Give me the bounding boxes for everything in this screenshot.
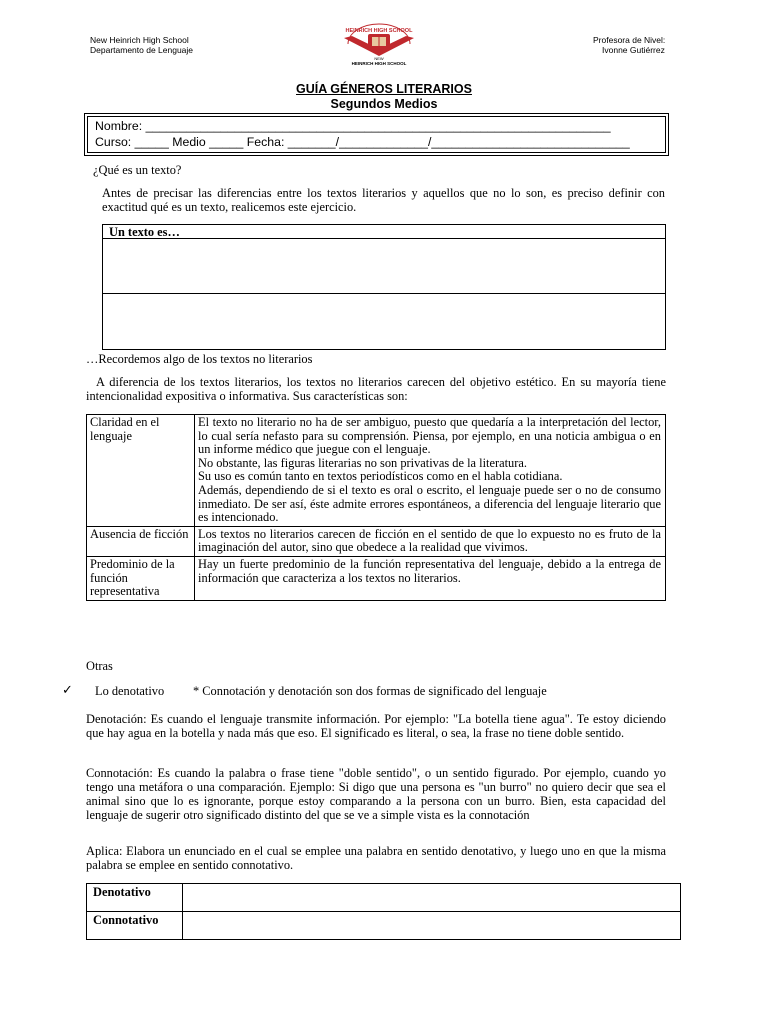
- table-row: [87, 415, 666, 527]
- page-title: GUÍA GÉNEROS LITERARIOS: [296, 82, 472, 96]
- denotativo-item: Lo denotativo: [95, 684, 165, 698]
- feature-description: [195, 556, 666, 600]
- table-row: [87, 556, 666, 600]
- otras-heading: Otras: [86, 659, 113, 673]
- divider: [103, 238, 665, 239]
- denotacion-paragraph: Denotación: Es cuando el lenguaje transmite información. Por ejemplo: "La botella tiene agua". Te estoy diciendo que hay agua en la botella y nada más que eso. El significado es literal, o sea, la frase no tiene doble sentido.: [86, 712, 666, 740]
- connotacion-paragraph: Connotación: Es cuando la palabra o frase tiene "doble sentido", o un sentido figurado. Por ejemplo, cuando yo tengo una metáfora o una comparación. Ejemplo: Si digo que una persona es "un burro" no quiero decir que sea el animal sino que lo es ignorante, porque estoy comparando a la persona con un burro. Bien, esta capacidad del lenguaje de sugerir otro significado distinto del que se ve a simple vista es la connotación: [86, 766, 666, 822]
- connotativo-answer-cell[interactable]: [183, 912, 681, 940]
- feature-paragraph: El texto no literario no ha de ser ambiguo, puesto que quedaría a la interpretación del lector, lo cual sería nefasto para su comprensión. Piensa, por ejemplo, en una noticia ambigua o en un informe médico que juegue con el lenguaje.: [198, 415, 661, 457]
- recordemos-heading: …Recordemos algo de los textos no literarios: [86, 352, 313, 366]
- teacher-name: Ivonne Gutiérrez: [602, 45, 665, 55]
- aplica-table: [86, 883, 681, 940]
- feature-name: Ausencia de ficción: [87, 526, 195, 556]
- page-subtitle: Segundos Medios: [330, 97, 438, 111]
- aplica-row-label: Denotativo: [87, 884, 183, 912]
- connotacion-note: * Connotación y denotación son dos formas de significado del lenguaje: [193, 684, 547, 698]
- checkmark-icon: ✓: [62, 682, 73, 697]
- feature-name: Predominio de la función representativa: [87, 556, 195, 600]
- feature-name: Claridad en el lenguaje: [87, 415, 195, 527]
- divider: [103, 293, 665, 294]
- texto-answer-box[interactable]: [102, 224, 666, 350]
- denotativo-answer-cell[interactable]: [183, 884, 681, 912]
- feature-paragraph: No obstante, las figuras literarias no son privativas de la literatura.: [198, 455, 527, 470]
- table-row: [87, 526, 666, 556]
- table-row: [87, 912, 681, 940]
- feature-paragraph: Su uso es común tanto en textos periodísticos como en el habla cotidiana.: [198, 469, 563, 484]
- feature-description: [195, 526, 666, 556]
- feature-paragraph: Hay un fuerte predominio de la función representativa del lenguaje, debido a la entrega de información que caracteriza a los textos no literarios.: [198, 556, 661, 585]
- aplica-paragraph: Aplica: Elabora un enunciado en el cual se emplee una palabra en sentido denotativo, y luego uno en que la misma palabra se emplee en sentido connotativo.: [86, 844, 666, 872]
- student-info-box: [84, 113, 669, 156]
- aplica-row-label: Connotativo: [87, 912, 183, 940]
- curso-fecha-field[interactable]: Curso: _____ Medio _____ Fecha: _______/_____________/_____________________________: [95, 135, 630, 149]
- school-name: New Heinrich High School: [90, 35, 189, 45]
- department-name: Departamento de Lenguaje: [90, 45, 194, 55]
- feature-description: [195, 415, 666, 527]
- intro-paragraph: Antes de precisar las diferencias entre los textos literarios y aquellos que no lo son, es preciso definir con exactitud qué es un texto, realicemos este ejercicio.: [102, 186, 665, 214]
- features-table: [86, 414, 666, 601]
- school-logo: [336, 22, 422, 70]
- logo-bottom-text: HEINRICH HIGH SCHOOL: [351, 61, 407, 66]
- nombre-field[interactable]: Nombre: ____________________________________________________________________: [95, 119, 611, 133]
- logo-new-text: NEW: [374, 56, 384, 61]
- teacher-label: Profesora de Nivel:: [593, 35, 666, 45]
- table-row: [87, 884, 681, 912]
- texto-box-label: Un texto es…: [109, 225, 180, 239]
- question-heading: ¿Qué es un texto?: [93, 163, 182, 177]
- feature-paragraph: Además, dependiendo de si el texto es oral o escrito, el lenguaje puede ser o no de consumo inmediato. De ser así, éste admite errores espontáneos, a diferencia del lenguaje literario que es intencionado.: [198, 482, 661, 525]
- diferencia-paragraph: A diferencia de los textos literarios, los textos no literarios carecen del objetivo estético. En su mayoría tiene intencionalidad expositiva o informativa. Sus características son:: [86, 375, 666, 403]
- logo-top-text: HEINRICH HIGH SCHOOL: [345, 28, 413, 34]
- feature-paragraph: Los textos no literarios carecen de ficción en el sentido de que lo expuesto no es fruto de la imaginación del autor, sino que obedece a la realidad que vivimos.: [198, 526, 661, 555]
